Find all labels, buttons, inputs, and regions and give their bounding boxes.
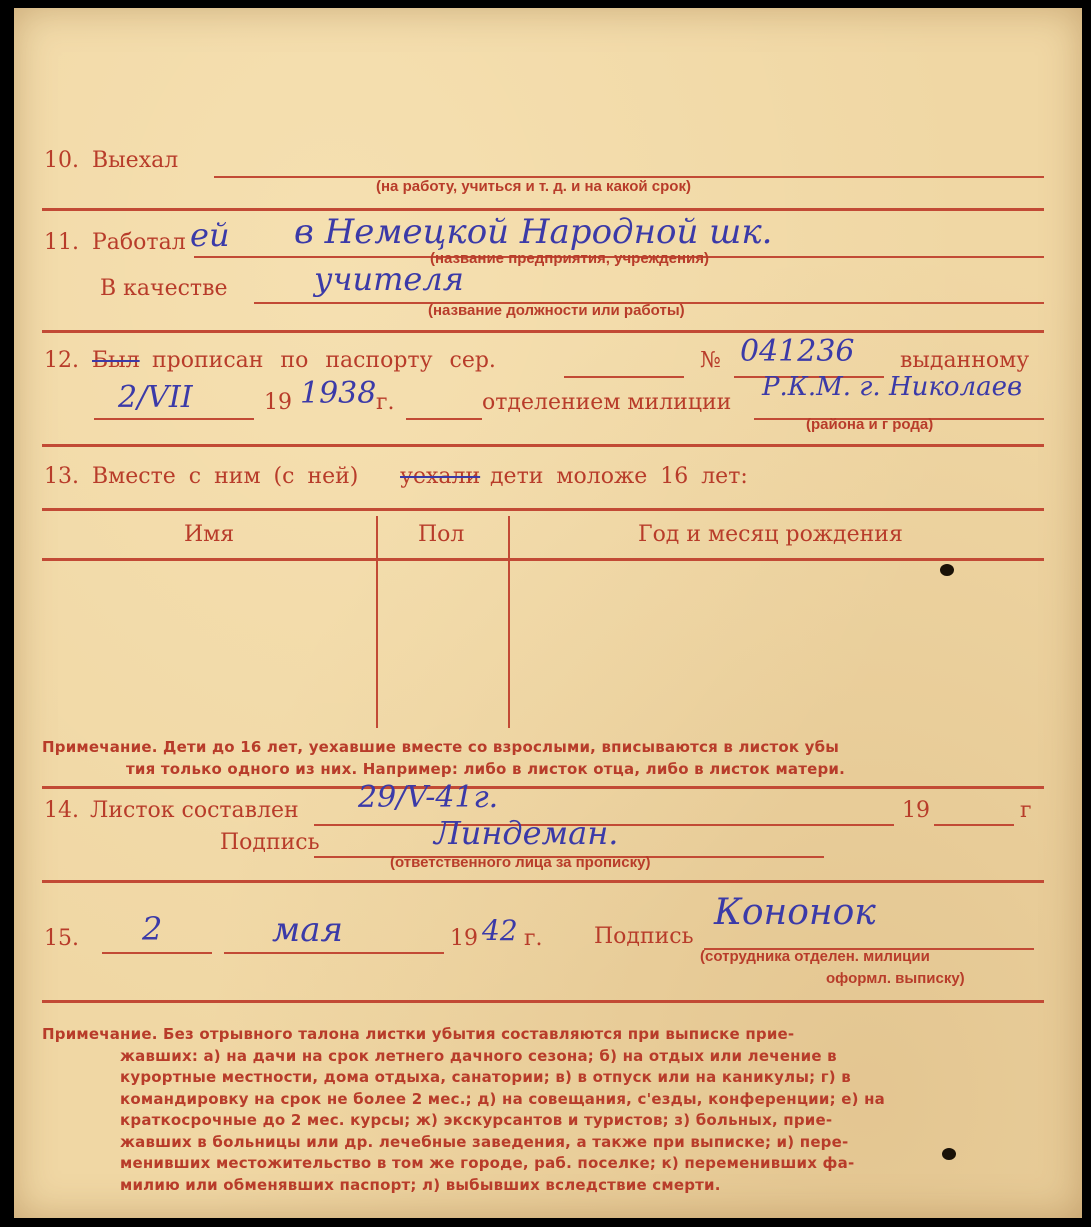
- table-header-name: Имя: [184, 522, 235, 547]
- field15-year-suffix: г.: [524, 926, 543, 951]
- field13-struck: уехали: [400, 464, 481, 489]
- field10-label: Выехал: [92, 148, 179, 173]
- note2-line: краткосрочные до 2 мес. курсы; ж) экскурсантов и туристов; з) больных, прие-: [120, 1111, 833, 1129]
- note2-line: Примечание. Без отрывного талона листки убытия составляются при выписке прие-: [42, 1025, 795, 1043]
- note1-line2: тия только одного из них. Например: либо в листок отца, либо в листок матери.: [126, 760, 846, 778]
- punch-hole: [942, 1148, 956, 1160]
- note2-line: командировку на срок не более 2 мес.; д) на совещания, с'езды, конференции; е) на: [120, 1089, 885, 1108]
- field14-signature-label: Подпись: [220, 830, 320, 855]
- field12-year-value: 1938: [300, 376, 377, 411]
- field13-number: 13.: [44, 464, 79, 489]
- note2-line: жавших в больницы или др. лечебные заведения, а также при выписке; и) пере-: [120, 1132, 849, 1151]
- field15-month: мая: [272, 910, 343, 950]
- field12-date-value: 2/VII: [118, 380, 193, 415]
- field14-number: 14.: [44, 798, 79, 823]
- field14-label: Листок составлен: [90, 798, 299, 823]
- field14-year-line: [934, 824, 1014, 826]
- field15-year-prefix: 19: [450, 926, 478, 951]
- note2-line: менивших местожительство в том же городе, раб. поселке; к) переменивших фа-: [120, 1154, 855, 1172]
- departure-form-card: [14, 8, 1082, 1218]
- field14-year-suffix: г: [1020, 798, 1032, 823]
- field11-position-value: учителя: [314, 260, 464, 298]
- table-header-border: [42, 558, 1044, 561]
- field13-label-b: дети моложе 16 лет:: [490, 464, 748, 489]
- note2-block: [42, 1024, 885, 1196]
- field14-year-prefix: 19: [902, 798, 930, 823]
- table-divider-2: [508, 516, 510, 728]
- field11-caption1: (название предприятия, учреждения): [430, 250, 710, 267]
- note2-line: милию или обменявших паспорт; л) выбывших вследствие смерти.: [120, 1175, 721, 1194]
- table-top-border: [42, 508, 1044, 511]
- note2-line: жавших: а) на дачи на срок летнего дачного сезона; б) на отдых или лечение в: [120, 1046, 837, 1065]
- field12-label-a: Был: [92, 348, 140, 373]
- field12-date-line: [94, 418, 254, 420]
- field15-number: 15.: [44, 926, 79, 951]
- field15-caption1: (сотрудника отделен. милиции: [700, 948, 930, 965]
- field12-label-b: прописан по паспорту сер.: [152, 348, 496, 373]
- field12-label-d: отделением милиции: [482, 390, 732, 415]
- field12-caption: (района и г рода): [806, 416, 934, 433]
- field12-no-sign: №: [700, 348, 721, 373]
- field11-employer-value: в Немецкой Народной шк.: [294, 212, 773, 252]
- field12-number: 12.: [44, 348, 79, 373]
- field14-signature: Линдеман.: [434, 814, 619, 852]
- table-divider-1: [376, 516, 378, 728]
- field14-date-value: 29/V-41г.: [358, 780, 499, 815]
- field12-year-prefix: 19: [264, 390, 292, 415]
- field11-label: Работал: [92, 230, 186, 255]
- field12-passport-number: 041236: [740, 334, 855, 369]
- field11-position-label: В качестве: [100, 276, 228, 301]
- field10-caption: (на работу, учиться и т. д. и на какой срок): [376, 178, 691, 195]
- section-divider: [42, 880, 1044, 883]
- field15-signature-label: Подпись: [594, 924, 694, 949]
- field12-label-c: выданному: [900, 348, 1030, 373]
- field12-series-line: [564, 376, 684, 378]
- field15-day: 2: [142, 910, 163, 948]
- field12-year-suffix: г.: [376, 390, 395, 415]
- field15-signature: Кононок: [714, 892, 876, 933]
- field14-caption: (ответственного лица за прописку): [390, 854, 651, 871]
- field12-blank-line: [406, 418, 482, 420]
- punch-hole: [940, 564, 954, 576]
- field11-hand-suffix: ей: [190, 216, 230, 254]
- section-divider: [42, 444, 1044, 447]
- field10-number: 10.: [44, 148, 79, 173]
- section-divider: [42, 208, 1044, 211]
- field15-caption2: оформл. выписку): [826, 970, 965, 987]
- field11-caption2: (название должности или работы): [428, 302, 685, 319]
- note2-line: курортные местности, дома отдыха, санатории; в) в отпуск или на каникулы; г) в: [120, 1068, 851, 1086]
- field15-day-line: [102, 952, 212, 954]
- table-header-birth: Год и месяц рождения: [638, 522, 903, 547]
- table-header-sex: Пол: [418, 522, 465, 547]
- section-divider: [42, 330, 1044, 333]
- field12-dept-value: Р.К.М. г. Николаев: [762, 372, 1023, 402]
- section-divider: [42, 786, 1044, 789]
- section-divider: [42, 1000, 1044, 1003]
- field13-label-a: Вместе с ним (с ней): [92, 464, 359, 489]
- field15-month-line: [224, 952, 444, 954]
- field11-number: 11.: [44, 230, 79, 255]
- note1-line1: Примечание. Дети до 16 лет, уехавшие вместе со взрослыми, вписываются в листок убы: [42, 738, 840, 756]
- field15-year-value: 42: [482, 914, 518, 947]
